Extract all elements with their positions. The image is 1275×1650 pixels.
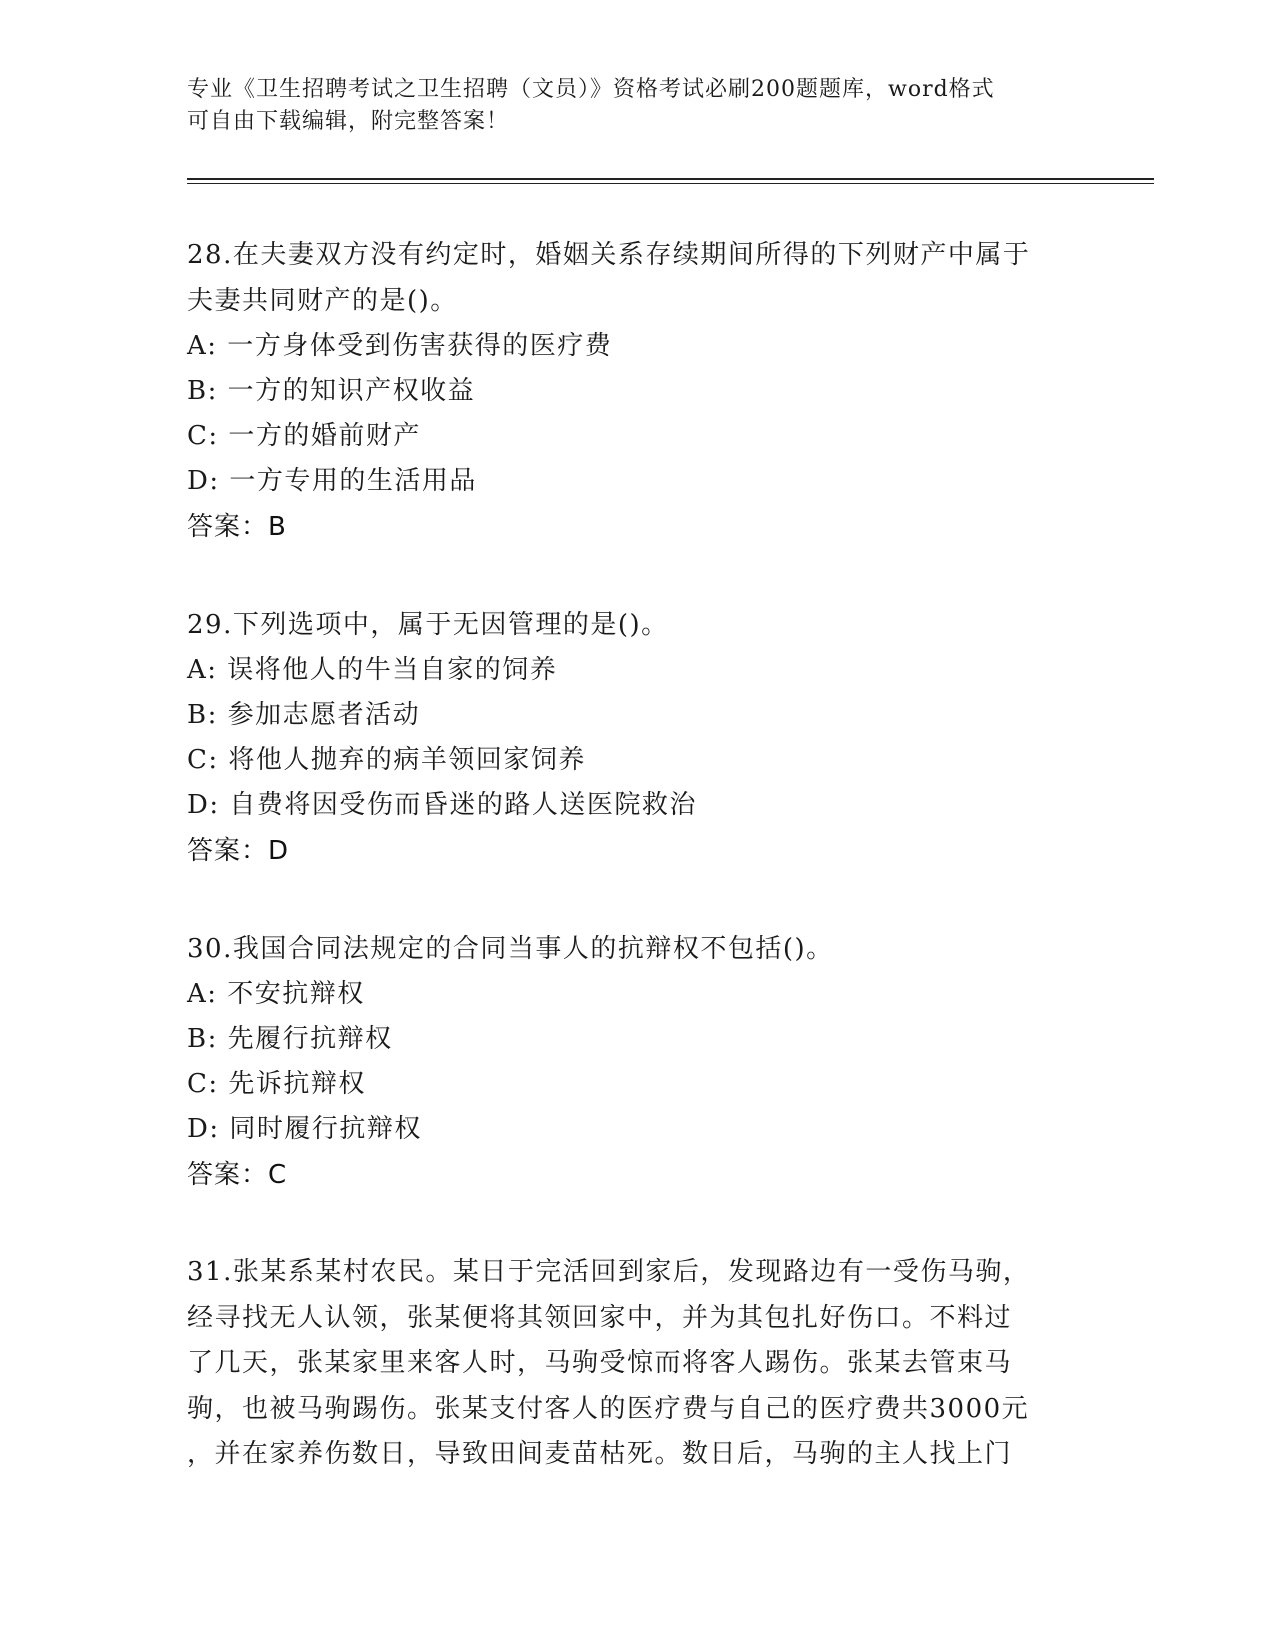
question-31	[187, 1250, 1087, 1478]
document-header	[187, 74, 1067, 138]
option-b: B: 先履行抗辩权	[187, 1024, 393, 1054]
option-c: C: 将他人抛弃的病羊领回家饲养	[187, 745, 586, 775]
question-28-stem	[187, 232, 1087, 324]
question-text-line-4: 驹，也被马驹踢伤。张某支付客人的医疗费与自己的医疗费共3000元	[187, 1393, 1030, 1424]
question-29	[187, 602, 1087, 874]
question-30	[187, 926, 1087, 1198]
question-31-stem	[187, 1250, 1087, 1478]
option-c: C: 一方的婚前财产	[187, 421, 421, 451]
answer-label: 答案：C	[187, 1160, 288, 1190]
header-divider-thick	[187, 178, 1154, 180]
header-divider-thin	[187, 183, 1154, 184]
question-text-line-1: 下列选项中，属于无因管理的是()。	[232, 610, 669, 640]
question-30-stem	[187, 926, 1087, 972]
option-b: B: 参加志愿者活动	[187, 700, 421, 730]
question-number: 30.	[187, 934, 233, 964]
question-text-line-3: 了几天，张某家里来客人时，马驹受惊而将客人踢伤。张某去管束马	[187, 1348, 1013, 1378]
header-title-line-1: 专业《卫生招聘考试之卫生招聘（文员）》资格考试必刷200题题库，word格式	[187, 77, 995, 102]
option-d: D: 自费将因受伤而昏迷的路人送医院救治	[187, 790, 697, 820]
option-a: A: 一方身体受到伤害获得的医疗费	[187, 331, 613, 361]
question-number: 31.	[187, 1257, 233, 1287]
question-text-line-2: 经寻找无人认领，张某便将其领回家中，并为其包扎好伤口。不料过	[187, 1302, 1013, 1333]
question-text-line-1: 张某系某村农民。某日于完活回到家后，发现路边有一受伤马驹，	[232, 1257, 1031, 1287]
question-number: 28.	[187, 240, 233, 270]
option-b: B: 一方的知识产权收益	[187, 376, 476, 406]
option-a: A: 误将他人的牛当自家的饲养	[187, 655, 558, 685]
question-text-line-1: 我国合同法规定的合同当事人的抗辩权不包括()。	[232, 934, 834, 964]
option-d: D: 一方专用的生活用品	[187, 466, 477, 496]
option-d: D: 同时履行抗辩权	[187, 1114, 422, 1144]
option-a: A: 不安抗辩权	[187, 979, 365, 1009]
question-29-stem	[187, 602, 1087, 648]
question-28	[187, 232, 1087, 550]
answer-label: 答案：D	[187, 836, 290, 866]
question-text-line-1: 在夫妻双方没有约定时，婚姻关系存续期间所得的下列财产中属于	[232, 240, 1031, 270]
question-number: 29.	[187, 610, 233, 640]
question-text-line-5: ，并在家养伤数日，导致田间麦苗枯死。数日后，马驹的主人找上门	[187, 1439, 1013, 1469]
question-list	[187, 232, 1087, 1530]
header-title-line-2: 可自由下载编辑，附完整答案！	[187, 109, 510, 134]
question-text-line-2: 夫妻共同财产的是()。	[187, 286, 458, 316]
option-c: C: 先诉抗辩权	[187, 1069, 366, 1099]
answer-label: 答案：B	[187, 512, 287, 542]
